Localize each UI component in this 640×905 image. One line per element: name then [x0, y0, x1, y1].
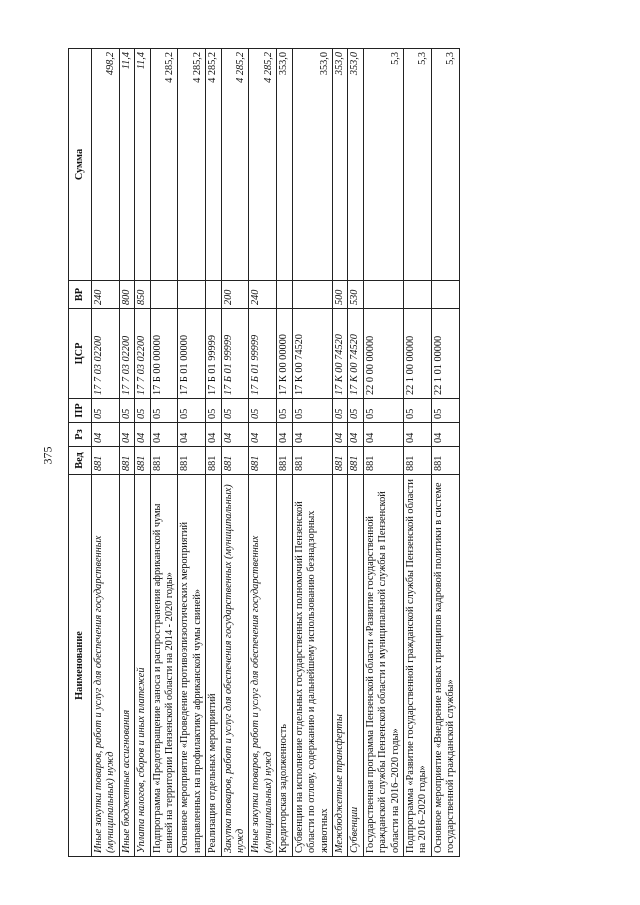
cell-ved: 881: [277, 447, 292, 475]
cell-name: Основное мероприятие «Внедрение новых принципов кадровой политики в системе государственной гражданской службы»: [431, 475, 459, 857]
cell-vr: 530: [348, 281, 363, 309]
cell-pr: 05: [178, 399, 206, 423]
cell-rz: 04: [135, 423, 150, 447]
cell-rz: 04: [332, 423, 347, 447]
cell-ved: 881: [92, 447, 120, 475]
cell-ved: 881: [292, 447, 332, 475]
cell-pr: 05: [221, 399, 249, 423]
cell-rz: 04: [206, 423, 221, 447]
cell-ved: 881: [332, 447, 347, 475]
cell-pr: 05: [403, 399, 431, 423]
table-row: [92, 49, 120, 857]
header-vr: ВР: [69, 281, 92, 309]
cell-rz: 04: [403, 423, 431, 447]
cell-pr: 05: [206, 399, 221, 423]
cell-ved: 881: [403, 447, 431, 475]
cell-rz: 04: [150, 423, 178, 447]
cell-vr: [363, 281, 403, 309]
table-row: [431, 49, 459, 857]
cell-csr: 17 Б 00 00000: [150, 309, 178, 399]
table-row: [249, 49, 277, 857]
cell-csr: 17 Б 01 00000: [178, 309, 206, 399]
budget-table-container: [68, 49, 606, 857]
cell-pr: 05: [363, 399, 403, 423]
cell-csr: 17 К 00 00000: [277, 309, 292, 399]
cell-ved: 881: [119, 447, 134, 475]
cell-csr: 17 Б 01 99999: [249, 309, 277, 399]
cell-sum: 4 285,2: [221, 49, 249, 281]
cell-name: Реализация отдельных мероприятий: [206, 475, 221, 857]
cell-name: Иные бюджетные ассигнования: [119, 475, 134, 857]
cell-ved: 881: [206, 447, 221, 475]
cell-csr: 22 0 00 00000: [363, 309, 403, 399]
cell-sum: 353,0: [277, 49, 292, 281]
table-row: [135, 49, 150, 857]
table-row: [348, 49, 363, 857]
cell-name: Основное мероприятие «Проведение противоэпизоотических мероприятий направленных на профилактику африканской чумы свиней»: [178, 475, 206, 857]
cell-pr: 05: [249, 399, 277, 423]
cell-rz: 04: [431, 423, 459, 447]
cell-name: Закупка товаров, работ и услуг для обеспечения государственных (муниципальных) нужд: [221, 475, 249, 857]
cell-vr: [292, 281, 332, 309]
cell-name: Государственная программа Пензенской области «Развитие государственной гражданской службы Пензенской области и муниципальной службы в Пензенской области на 2016–2020 годы»: [363, 475, 403, 857]
cell-vr: [277, 281, 292, 309]
cell-name: Субвенции на исполнение отдельных государственных полномочий Пензенской области по отлову, содержанию и дальнейшему использованию безнадзорных животных: [292, 475, 332, 857]
header-ved: Вед: [69, 447, 92, 475]
cell-sum: 5,3: [403, 49, 431, 281]
cell-pr: 05: [119, 399, 134, 423]
cell-ved: 881: [178, 447, 206, 475]
cell-pr: 05: [92, 399, 120, 423]
header-rz: Рз: [69, 423, 92, 447]
cell-sum: 353,0: [332, 49, 347, 281]
cell-ved: 881: [221, 447, 249, 475]
cell-rz: 04: [363, 423, 403, 447]
cell-csr: 17 Б 01 99999: [206, 309, 221, 399]
table-row: [206, 49, 221, 857]
cell-ved: 881: [348, 447, 363, 475]
cell-csr: 17 К 00 74520: [348, 309, 363, 399]
table-row: [292, 49, 332, 857]
cell-sum: 11,4: [119, 49, 134, 281]
cell-vr: 240: [92, 281, 120, 309]
table-row: [332, 49, 347, 857]
cell-pr: 05: [348, 399, 363, 423]
cell-sum: 353,0: [292, 49, 332, 281]
cell-pr: 05: [150, 399, 178, 423]
cell-name: Подпрограмма «Предотвращение заноса и распространения африканской чумы свиней на территории Пензенской области на 2014 - 2020 годы»: [150, 475, 178, 857]
table-row: [221, 49, 249, 857]
cell-csr: 22 1 00 00000: [403, 309, 431, 399]
table-row: [150, 49, 178, 857]
cell-vr: 240: [249, 281, 277, 309]
cell-vr: [206, 281, 221, 309]
cell-rz: 04: [348, 423, 363, 447]
cell-name: Иные закупки товаров, работ и услуг для обеспечения государственных (муниципальных) нужд: [92, 475, 120, 857]
cell-rz: 04: [119, 423, 134, 447]
cell-sum: 4 285,2: [150, 49, 178, 281]
cell-sum: 11,4: [135, 49, 150, 281]
cell-ved: 881: [363, 447, 403, 475]
cell-vr: 800: [119, 281, 134, 309]
cell-vr: [403, 281, 431, 309]
cell-csr: 22 1 01 00000: [431, 309, 459, 399]
budget-table: [68, 48, 460, 857]
cell-name: Подпрограмма «Развитие государственной гражданской службы Пензенской области на 2016–2020 годы»: [403, 475, 431, 857]
cell-csr: 17 7 03 02200: [135, 309, 150, 399]
cell-vr: [150, 281, 178, 309]
table-row: [363, 49, 403, 857]
cell-sum: 5,3: [363, 49, 403, 281]
table-row: [277, 49, 292, 857]
header-csr: ЦСР: [69, 309, 92, 399]
cell-csr: 17 К 00 74520: [292, 309, 332, 399]
cell-pr: 05: [277, 399, 292, 423]
cell-pr: 05: [332, 399, 347, 423]
cell-name: Межбюджетные трансферты: [332, 475, 347, 857]
cell-sum: 4 285,2: [206, 49, 221, 281]
cell-name: Иные закупки товаров, работ и услуг для обеспечения государственных (муниципальных) нужд: [249, 475, 277, 857]
cell-pr: 05: [292, 399, 332, 423]
page-number: 375: [40, 446, 55, 464]
cell-vr: 500: [332, 281, 347, 309]
cell-vr: [431, 281, 459, 309]
cell-vr: 850: [135, 281, 150, 309]
cell-sum: 4 285,2: [178, 49, 206, 281]
table-header-row: [69, 49, 92, 857]
cell-csr: 17 К 00 74520: [332, 309, 347, 399]
cell-rz: 04: [178, 423, 206, 447]
cell-vr: 200: [221, 281, 249, 309]
cell-rz: 04: [292, 423, 332, 447]
cell-ved: 881: [150, 447, 178, 475]
cell-rz: 04: [249, 423, 277, 447]
header-pr: ПР: [69, 399, 92, 423]
cell-ved: 881: [135, 447, 150, 475]
cell-rz: 04: [221, 423, 249, 447]
cell-pr: 05: [135, 399, 150, 423]
cell-name: Кредиторская задолженность: [277, 475, 292, 857]
cell-vr: [178, 281, 206, 309]
cell-csr: 17 7 03 02200: [119, 309, 134, 399]
cell-csr: 17 Б 01 99999: [221, 309, 249, 399]
header-name: Наименование: [69, 475, 92, 857]
cell-rz: 04: [277, 423, 292, 447]
cell-ved: 881: [249, 447, 277, 475]
cell-pr: 05: [431, 399, 459, 423]
table-row: [119, 49, 134, 857]
cell-sum: 498,2: [92, 49, 120, 281]
cell-name: Субвенции: [348, 475, 363, 857]
table-row: [178, 49, 206, 857]
cell-csr: 17 7 03 02200: [92, 309, 120, 399]
header-sum: Сумма: [69, 49, 92, 281]
cell-sum: 353,0: [348, 49, 363, 281]
cell-rz: 04: [92, 423, 120, 447]
cell-sum: 4 285,2: [249, 49, 277, 281]
cell-name: Уплата налогов, сборов и иных платежей: [135, 475, 150, 857]
cell-ved: 881: [431, 447, 459, 475]
cell-sum: 5,3: [431, 49, 459, 281]
table-row: [403, 49, 431, 857]
